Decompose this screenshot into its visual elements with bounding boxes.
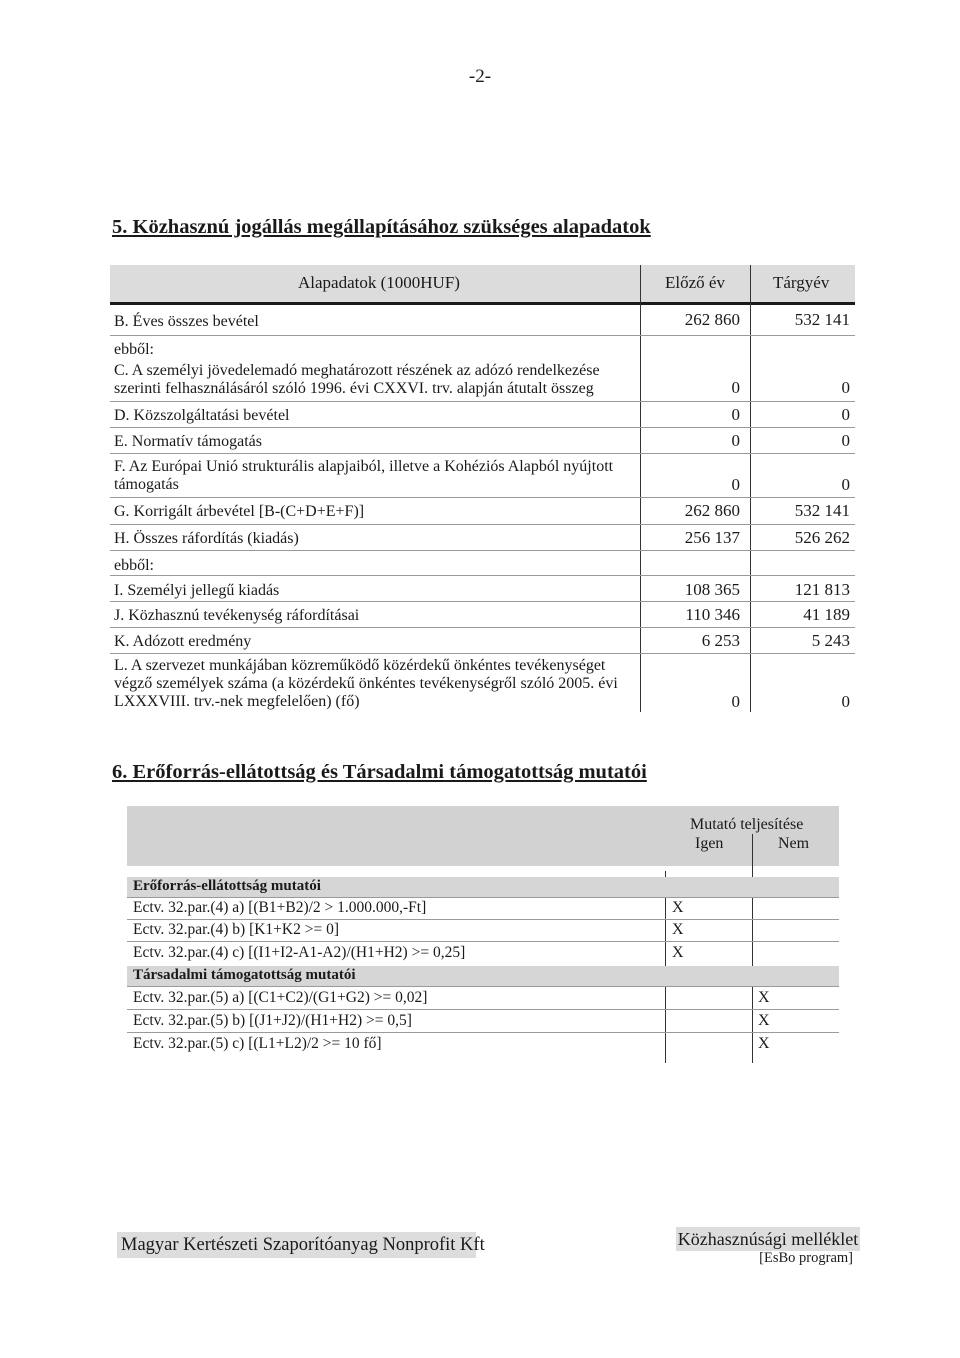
table-row [110,602,855,628]
table-row [110,428,855,454]
prev-year-value: 0 [731,431,740,450]
section-6-heading: 6. Erőforrás-ellátottság és Társadalmi támogatottság mutatói [112,761,647,783]
indicators-table [127,806,839,1063]
current-year-value: 0 [841,692,850,711]
row-label-cont: szerinti felhasználásáról szóló 1996. évi CXXVI. trv. alapján átutalt összeg [114,380,594,397]
row-rule [127,986,839,987]
table-row [110,336,855,360]
header-current-year: Tárgyév [773,273,830,292]
indicator-label: Ectv. 32.par.(5) b) [(J1+J2)/(H1+H2) >= 0,5] [133,1012,412,1029]
yes-mark: X [672,899,684,916]
row-label: C. A személyi jövedelemadó meghatározott részének az adózó rendelkezése [114,362,600,379]
row-label: J. Közhasznú tevékenység ráfordításai [114,607,360,624]
row-label: ebből: [114,341,154,358]
footer-organization: Magyar Kertészeti Szaporítóanyag Nonprofit Kft [117,1232,476,1258]
group-title: Társadalmi támogatottság mutatói [133,967,356,983]
prev-year-value: 262 860 [684,501,740,520]
row-label: L. A szervezet munkájában közreműködő közérdekű önkéntes tevékenységet [114,657,606,674]
header-label: Alapadatok (1000HUF) [298,273,460,292]
prev-year-value: 0 [731,692,740,711]
indicator-label: Ectv. 32.par.(5) c) [(L1+L2)/2 >= 10 fő] [133,1035,382,1052]
table-row [110,628,855,654]
footer-attachment: Közhasznúsági melléklet [677,1229,859,1249]
column-divider [752,834,753,1063]
table-row [110,576,855,602]
row-label: D. Közszolgáltatási bevétel [114,407,290,424]
table-header [110,265,855,302]
no-mark: X [758,1012,770,1029]
indicator-label: Ectv. 32.par.(4) a) [(B1+B2)/2 > 1.000.000,-Ft] [133,899,427,916]
row-rule [127,919,839,920]
basic-data-table [110,265,855,712]
row-label: I. Személyi jellegű kiadás [114,582,280,599]
table-row [110,654,855,712]
table-row [110,305,855,335]
row-label-cont: LXXXVIII. trv.-nek megfelelően) (fő) [114,693,360,710]
prev-year-value: 6 253 [701,631,740,650]
row-label-cont: végző személyek száma (a közérdekű önkéntes tevékenységről szóló 2005. évi [114,675,618,692]
row-label: G. Korrigált árbevétel [B-(C+D+E+F)] [114,503,365,520]
yes-mark: X [672,921,684,938]
row-label-cont: támogatás [114,476,179,493]
current-year-value: 41 189 [803,605,850,624]
row-label: E. Normatív támogatás [114,433,262,450]
table-row [110,551,855,577]
row-label: K. Adózott eredmény [114,633,252,650]
row-rule [127,1009,839,1010]
page-number: -2- [468,66,492,87]
row-rule [127,897,839,898]
current-year-value: 0 [841,431,850,450]
row-rule [127,1032,839,1033]
row-label: F. Az Európai Unió strukturális alapjaiból, illetve a Kohéziós Alapból nyújtott [114,458,614,475]
current-year-value: 532 141 [794,501,850,520]
header-yes: Igen [695,835,724,852]
row-label: B. Éves összes bevétel [114,313,259,330]
current-year-value: 0 [841,405,850,424]
header-title: Mutató teljesítése [690,816,804,833]
table-row [110,360,855,400]
current-year-value: 0 [841,378,850,397]
current-year-value: 526 262 [794,528,850,547]
row-rule [127,941,839,942]
table-row [110,498,855,524]
row-label: ebből: [114,557,154,574]
prev-year-value: 262 860 [684,310,740,329]
section-5-heading: 5. Közhasznú jogállás megállapításához szükséges alapadatok [112,216,651,238]
indicator-label: Ectv. 32.par.(4) c) [(I1+I2-A1-A2)/(H1+H2) >= 0,25] [133,944,466,961]
prev-year-value: 0 [731,475,740,494]
no-mark: X [758,1035,770,1052]
table-row [110,525,855,551]
prev-year-value: 256 137 [684,528,740,547]
indicator-label: Ectv. 32.par.(4) b) [K1+K2 >= 0] [133,921,340,938]
yes-mark: X [672,944,684,961]
current-year-value: 532 141 [794,310,850,329]
group-title: Erőforrás-ellátottság mutatói [133,878,321,894]
footer-program: [EsBo program] [759,1250,853,1266]
prev-year-value: 0 [731,378,740,397]
indicator-label: Ectv. 32.par.(5) a) [(C1+C2)/(G1+G2) >= 0,02] [133,989,428,1006]
current-year-value: 121 813 [794,580,850,599]
table-header [127,806,839,866]
header-no: Nem [778,835,810,852]
prev-year-value: 0 [731,405,740,424]
prev-year-value: 110 346 [685,605,740,624]
table-row [110,454,855,496]
current-year-value: 0 [841,475,850,494]
prev-year-value: 108 365 [684,580,740,599]
header-prev-year: Előző év [665,273,725,292]
row-label: H. Összes ráfordítás (kiadás) [114,530,299,547]
no-mark: X [758,989,770,1006]
current-year-value: 5 243 [811,631,850,650]
table-row [110,402,855,428]
